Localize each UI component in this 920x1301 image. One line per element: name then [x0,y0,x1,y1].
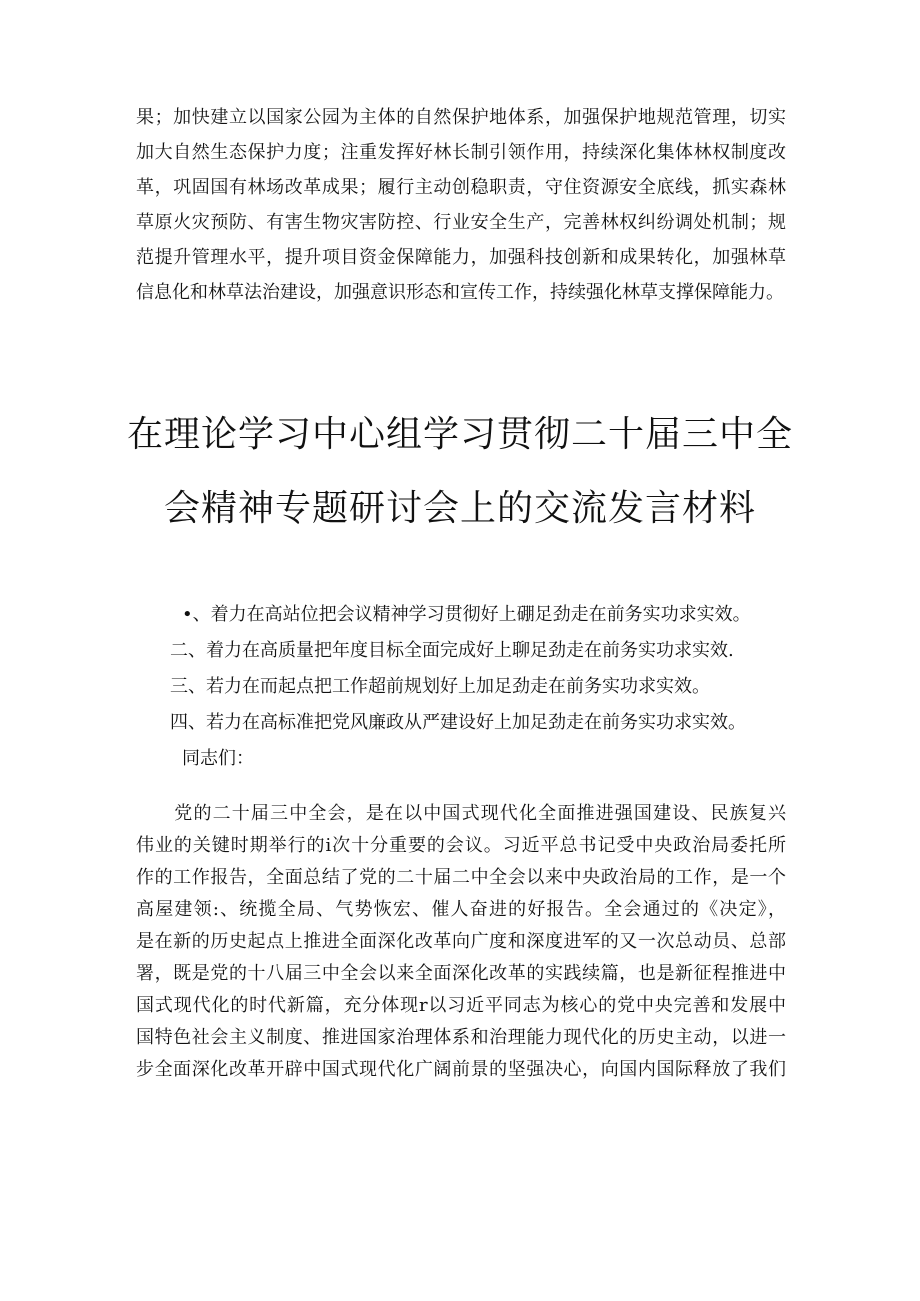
title-line-1: 在理论学习中心组学习贯彻二十届三中全 [126,414,793,455]
text-line: 革，巩固国有林场改革成果；履行主动创稳职责，守住资源安全底线，抓实森林 [136,177,786,198]
text-line: 伟业的关键时期举行的i次十分重要的会议。习近平总书记受中央政治局委托所 [136,835,786,856]
outline-item: 二、着力在高质量把年度目标全面完成好上聊足劲走在前务实功求实效. [170,640,734,661]
text-line: 范提升管理水平，提升项目资金保障能力，加强科技创新和成果转化，加强林草 [136,247,786,268]
text-line: 党的二十届三中全会，是在以中国式现代化全面推进强国建设、民族复兴 [136,803,786,824]
text-line: 国式现代化的时代新篇，充分体现r以习近平同志为核心的党中央完善和发展中 [136,995,786,1016]
text-line: 国特色社会主义制度、推进国家治理体系和治理能力现代化的历史主动，以进一 [136,1027,786,1048]
text-line: 步全面深化改革开辟中国式现代化广阔前景的坚强决心，向国内国际释放了我们 [136,1059,786,1080]
text-line: 加大自然生态保护力度；注重发挥好林长制引领作用，持续深化集体林权制度改 [136,142,786,163]
outline-item: •、着力在高站位把会议精神学习贯彻好上硼足劲走在前务实功求实效。 [182,604,751,625]
text-line: 信息化和林草法治建设，加强意识形态和宣传工作，持续强化林草支撑保障能力。 [136,282,784,303]
previous-paragraph [136,100,786,310]
title-line-2: 会精神专题研讨会上的交流发言材料 [163,488,756,529]
outline-list [170,597,810,777]
salutation: 同志们： [182,748,254,769]
text-line: 署，既是党的十八届三中全会以来全面深化改革的实践续篇，也是新征程推进中 [136,963,786,984]
text-line: 作的工作报告，全面总结了党的二十届二中全会以来中央政治局的工作，是一个 [136,867,786,888]
text-line: 果；加快建立以国家公园为主体的自然保护地体系，加强保护地规范管理，切实 [136,107,786,128]
text-line: 草原火灾预防、有害生物灾害防控、行业安全生产，完善林权纠纷调处机制；规 [136,212,786,233]
text-line: 是在新的历史起点上推进全面深化改革向广度和深度进军的又一次总动员、总部 [136,931,786,952]
outline-item: 四、若力在高标准把党风廉政从严建设好上加足劲走在前务实功求实效。 [170,712,746,733]
document-title [110,398,810,546]
body-paragraph [136,798,786,1086]
outline-item: 三、若力在而起点把工作超前规划好上加足劲走在前务实功求实效。 [170,676,710,697]
text-line: 高屋建领:、统揽全局、气势恢宏、催人奋进的好报告。全会通过的《决定》， [136,899,786,920]
